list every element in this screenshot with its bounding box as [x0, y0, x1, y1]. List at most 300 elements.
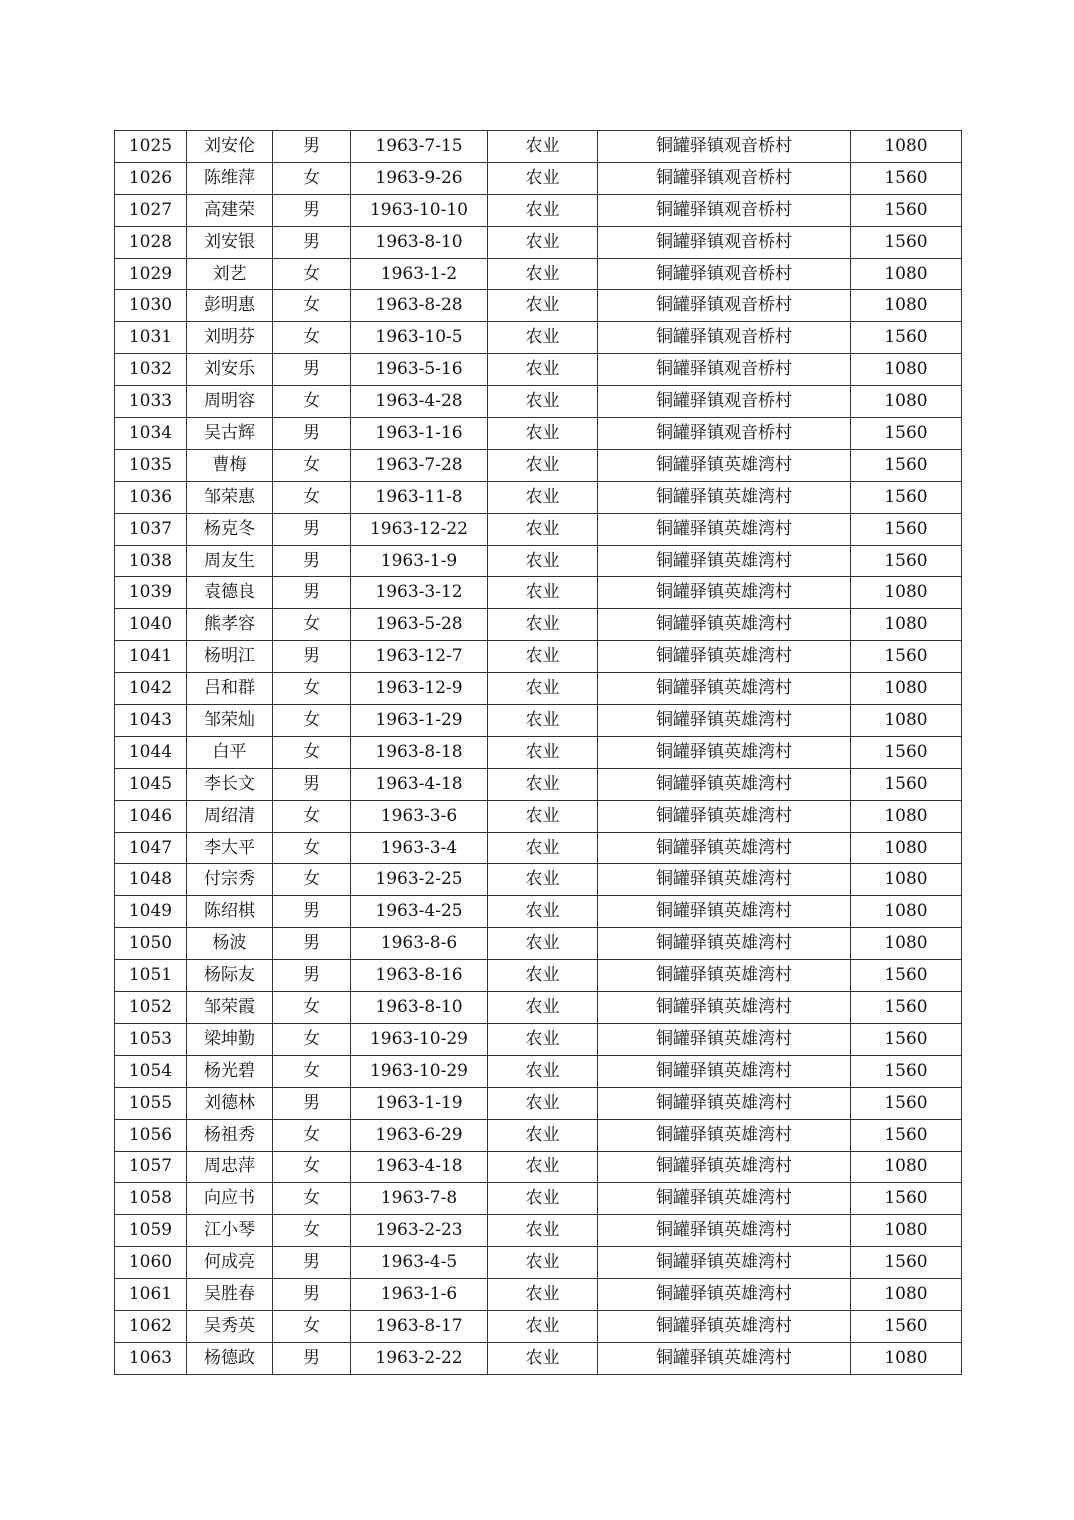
- occupation-cell: 农业: [488, 1183, 598, 1215]
- birthdate-cell: 1963-4-25: [351, 896, 488, 928]
- table-row: [115, 1279, 962, 1311]
- name-cell: 梁坤勤: [187, 1023, 273, 1055]
- address-cell: 铜罐驿镇英雄湾村: [598, 481, 851, 513]
- gender-cell: 男: [273, 577, 351, 609]
- id-cell: 1052: [115, 992, 187, 1024]
- id-cell: 1050: [115, 928, 187, 960]
- birthdate-cell: 1963-9-26: [351, 162, 488, 194]
- amount-cell: 1080: [851, 896, 962, 928]
- name-cell: 吕和群: [187, 673, 273, 705]
- address-cell: 铜罐驿镇英雄湾村: [598, 609, 851, 641]
- id-cell: 1043: [115, 705, 187, 737]
- address-cell: 铜罐驿镇英雄湾村: [598, 1247, 851, 1279]
- address-cell: 铜罐驿镇英雄湾村: [598, 1215, 851, 1247]
- birthdate-cell: 1963-1-29: [351, 705, 488, 737]
- amount-cell: 1080: [851, 354, 962, 386]
- name-cell: 杨克冬: [187, 513, 273, 545]
- amount-cell: 1080: [851, 577, 962, 609]
- occupation-cell: 农业: [488, 577, 598, 609]
- gender-cell: 女: [273, 1151, 351, 1183]
- gender-cell: 女: [273, 705, 351, 737]
- gender-cell: 男: [273, 928, 351, 960]
- amount-cell: 1080: [851, 1215, 962, 1247]
- occupation-cell: 农业: [488, 800, 598, 832]
- amount-cell: 1560: [851, 418, 962, 450]
- gender-cell: 男: [273, 1279, 351, 1311]
- gender-cell: 女: [273, 481, 351, 513]
- address-cell: 铜罐驿镇英雄湾村: [598, 449, 851, 481]
- occupation-cell: 农业: [488, 832, 598, 864]
- gender-cell: 女: [273, 673, 351, 705]
- id-cell: 1054: [115, 1055, 187, 1087]
- address-cell: 铜罐驿镇英雄湾村: [598, 513, 851, 545]
- occupation-cell: 农业: [488, 673, 598, 705]
- occupation-cell: 农业: [488, 1215, 598, 1247]
- birthdate-cell: 1963-4-18: [351, 768, 488, 800]
- amount-cell: 1080: [851, 928, 962, 960]
- occupation-cell: 农业: [488, 1342, 598, 1374]
- name-cell: 付宗秀: [187, 864, 273, 896]
- address-cell: 铜罐驿镇英雄湾村: [598, 1055, 851, 1087]
- table-row: [115, 322, 962, 354]
- amount-cell: 1560: [851, 736, 962, 768]
- address-cell: 铜罐驿镇英雄湾村: [598, 992, 851, 1024]
- birthdate-cell: 1963-8-10: [351, 226, 488, 258]
- table-row: [115, 545, 962, 577]
- occupation-cell: 农业: [488, 449, 598, 481]
- name-cell: 杨波: [187, 928, 273, 960]
- address-cell: 铜罐驿镇英雄湾村: [598, 1310, 851, 1342]
- table-row: [115, 896, 962, 928]
- occupation-cell: 农业: [488, 418, 598, 450]
- gender-cell: 男: [273, 513, 351, 545]
- table-row: [115, 1023, 962, 1055]
- birthdate-cell: 1963-3-12: [351, 577, 488, 609]
- id-cell: 1047: [115, 832, 187, 864]
- occupation-cell: 农业: [488, 1247, 598, 1279]
- table-row: [115, 960, 962, 992]
- address-cell: 铜罐驿镇英雄湾村: [598, 1183, 851, 1215]
- birthdate-cell: 1963-1-2: [351, 258, 488, 290]
- occupation-cell: 农业: [488, 131, 598, 163]
- id-cell: 1048: [115, 864, 187, 896]
- occupation-cell: 农业: [488, 1055, 598, 1087]
- address-cell: 铜罐驿镇英雄湾村: [598, 577, 851, 609]
- table-row: [115, 1055, 962, 1087]
- name-cell: 高建荣: [187, 194, 273, 226]
- address-cell: 铜罐驿镇观音桥村: [598, 194, 851, 226]
- table-row: [115, 1215, 962, 1247]
- birthdate-cell: 1963-10-5: [351, 322, 488, 354]
- birthdate-cell: 1963-7-28: [351, 449, 488, 481]
- occupation-cell: 农业: [488, 1151, 598, 1183]
- occupation-cell: 农业: [488, 705, 598, 737]
- amount-cell: 1560: [851, 449, 962, 481]
- birthdate-cell: 1963-12-22: [351, 513, 488, 545]
- birthdate-cell: 1963-5-16: [351, 354, 488, 386]
- occupation-cell: 农业: [488, 1023, 598, 1055]
- table-row: [115, 800, 962, 832]
- amount-cell: 1560: [851, 481, 962, 513]
- id-cell: 1056: [115, 1119, 187, 1151]
- birthdate-cell: 1963-2-25: [351, 864, 488, 896]
- address-cell: 铜罐驿镇英雄湾村: [598, 736, 851, 768]
- address-cell: 铜罐驿镇英雄湾村: [598, 1087, 851, 1119]
- address-cell: 铜罐驿镇英雄湾村: [598, 768, 851, 800]
- birthdate-cell: 1963-10-10: [351, 194, 488, 226]
- amount-cell: 1560: [851, 545, 962, 577]
- gender-cell: 男: [273, 1342, 351, 1374]
- id-cell: 1034: [115, 418, 187, 450]
- amount-cell: 1080: [851, 1151, 962, 1183]
- table-row: [115, 736, 962, 768]
- occupation-cell: 农业: [488, 194, 598, 226]
- name-cell: 邹荣灿: [187, 705, 273, 737]
- table-row: [115, 1342, 962, 1374]
- gender-cell: 男: [273, 194, 351, 226]
- amount-cell: 1560: [851, 1119, 962, 1151]
- name-cell: 向应书: [187, 1183, 273, 1215]
- table-row: [115, 768, 962, 800]
- gender-cell: 男: [273, 354, 351, 386]
- table-row: [115, 449, 962, 481]
- occupation-cell: 农业: [488, 960, 598, 992]
- birthdate-cell: 1963-10-29: [351, 1055, 488, 1087]
- name-cell: 白平: [187, 736, 273, 768]
- name-cell: 袁德良: [187, 577, 273, 609]
- table-row: [115, 1247, 962, 1279]
- amount-cell: 1080: [851, 864, 962, 896]
- name-cell: 邹荣惠: [187, 481, 273, 513]
- id-cell: 1061: [115, 1279, 187, 1311]
- gender-cell: 女: [273, 1310, 351, 1342]
- name-cell: 吴胜春: [187, 1279, 273, 1311]
- gender-cell: 男: [273, 131, 351, 163]
- amount-cell: 1560: [851, 641, 962, 673]
- table-row: [115, 577, 962, 609]
- address-cell: 铜罐驿镇观音桥村: [598, 386, 851, 418]
- amount-cell: 1560: [851, 226, 962, 258]
- amount-cell: 1560: [851, 1183, 962, 1215]
- address-cell: 铜罐驿镇英雄湾村: [598, 1151, 851, 1183]
- amount-cell: 1080: [851, 1279, 962, 1311]
- occupation-cell: 农业: [488, 481, 598, 513]
- occupation-cell: 农业: [488, 768, 598, 800]
- birthdate-cell: 1963-3-6: [351, 800, 488, 832]
- gender-cell: 男: [273, 960, 351, 992]
- name-cell: 周忠萍: [187, 1151, 273, 1183]
- gender-cell: 男: [273, 1087, 351, 1119]
- amount-cell: 1560: [851, 1310, 962, 1342]
- occupation-cell: 农业: [488, 1279, 598, 1311]
- occupation-cell: 农业: [488, 992, 598, 1024]
- occupation-cell: 农业: [488, 290, 598, 322]
- gender-cell: 女: [273, 322, 351, 354]
- gender-cell: 女: [273, 1183, 351, 1215]
- table-row: [115, 928, 962, 960]
- name-cell: 刘德林: [187, 1087, 273, 1119]
- gender-cell: 女: [273, 864, 351, 896]
- name-cell: 周友生: [187, 545, 273, 577]
- name-cell: 周明容: [187, 386, 273, 418]
- address-cell: 铜罐驿镇英雄湾村: [598, 1119, 851, 1151]
- birthdate-cell: 1963-8-28: [351, 290, 488, 322]
- birthdate-cell: 1963-8-16: [351, 960, 488, 992]
- name-cell: 杨明江: [187, 641, 273, 673]
- address-cell: 铜罐驿镇观音桥村: [598, 258, 851, 290]
- name-cell: 何成亮: [187, 1247, 273, 1279]
- amount-cell: 1080: [851, 386, 962, 418]
- id-cell: 1029: [115, 258, 187, 290]
- id-cell: 1026: [115, 162, 187, 194]
- id-cell: 1038: [115, 545, 187, 577]
- id-cell: 1032: [115, 354, 187, 386]
- amount-cell: 1560: [851, 768, 962, 800]
- id-cell: 1062: [115, 1310, 187, 1342]
- table-row: [115, 481, 962, 513]
- name-cell: 吴秀英: [187, 1310, 273, 1342]
- name-cell: 杨德政: [187, 1342, 273, 1374]
- name-cell: 杨际友: [187, 960, 273, 992]
- address-cell: 铜罐驿镇观音桥村: [598, 226, 851, 258]
- amount-cell: 1080: [851, 290, 962, 322]
- birthdate-cell: 1963-7-15: [351, 131, 488, 163]
- occupation-cell: 农业: [488, 1119, 598, 1151]
- amount-cell: 1080: [851, 609, 962, 641]
- birthdate-cell: 1963-5-28: [351, 609, 488, 641]
- occupation-cell: 农业: [488, 258, 598, 290]
- amount-cell: 1080: [851, 1342, 962, 1374]
- birthdate-cell: 1963-4-28: [351, 386, 488, 418]
- occupation-cell: 农业: [488, 1310, 598, 1342]
- birthdate-cell: 1963-12-9: [351, 673, 488, 705]
- address-cell: 铜罐驿镇观音桥村: [598, 354, 851, 386]
- name-cell: 陈绍棋: [187, 896, 273, 928]
- address-cell: 铜罐驿镇观音桥村: [598, 162, 851, 194]
- name-cell: 彭明惠: [187, 290, 273, 322]
- gender-cell: 女: [273, 800, 351, 832]
- table-row: [115, 1310, 962, 1342]
- table-row: [115, 1119, 962, 1151]
- table-row: [115, 832, 962, 864]
- name-cell: 李长文: [187, 768, 273, 800]
- gender-cell: 女: [273, 386, 351, 418]
- gender-cell: 男: [273, 896, 351, 928]
- id-cell: 1058: [115, 1183, 187, 1215]
- gender-cell: 男: [273, 226, 351, 258]
- name-cell: 吴古辉: [187, 418, 273, 450]
- birthdate-cell: 1963-1-16: [351, 418, 488, 450]
- birthdate-cell: 1963-1-6: [351, 1279, 488, 1311]
- address-cell: 铜罐驿镇英雄湾村: [598, 673, 851, 705]
- gender-cell: 女: [273, 258, 351, 290]
- table-row: [115, 226, 962, 258]
- address-cell: 铜罐驿镇英雄湾村: [598, 1023, 851, 1055]
- occupation-cell: 农业: [488, 226, 598, 258]
- table-row: [115, 290, 962, 322]
- table-row: [115, 992, 962, 1024]
- table-row: [115, 162, 962, 194]
- address-cell: 铜罐驿镇观音桥村: [598, 131, 851, 163]
- birthdate-cell: 1963-2-23: [351, 1215, 488, 1247]
- birthdate-cell: 1963-4-5: [351, 1247, 488, 1279]
- name-cell: 刘安银: [187, 226, 273, 258]
- address-cell: 铜罐驿镇观音桥村: [598, 322, 851, 354]
- name-cell: 刘艺: [187, 258, 273, 290]
- birthdate-cell: 1963-8-18: [351, 736, 488, 768]
- gender-cell: 男: [273, 545, 351, 577]
- gender-cell: 女: [273, 449, 351, 481]
- name-cell: 刘安乐: [187, 354, 273, 386]
- id-cell: 1030: [115, 290, 187, 322]
- occupation-cell: 农业: [488, 896, 598, 928]
- occupation-cell: 农业: [488, 928, 598, 960]
- id-cell: 1059: [115, 1215, 187, 1247]
- occupation-cell: 农业: [488, 609, 598, 641]
- roster-body: [115, 131, 962, 1375]
- id-cell: 1045: [115, 768, 187, 800]
- gender-cell: 女: [273, 736, 351, 768]
- occupation-cell: 农业: [488, 386, 598, 418]
- id-cell: 1039: [115, 577, 187, 609]
- name-cell: 邹荣霞: [187, 992, 273, 1024]
- table-row: [115, 1151, 962, 1183]
- table-row: [115, 418, 962, 450]
- id-cell: 1046: [115, 800, 187, 832]
- address-cell: 铜罐驿镇英雄湾村: [598, 545, 851, 577]
- table-row: [115, 131, 962, 163]
- occupation-cell: 农业: [488, 513, 598, 545]
- gender-cell: 女: [273, 1119, 351, 1151]
- birthdate-cell: 1963-7-8: [351, 1183, 488, 1215]
- occupation-cell: 农业: [488, 641, 598, 673]
- table-row: [115, 1087, 962, 1119]
- table-row: [115, 386, 962, 418]
- occupation-cell: 农业: [488, 864, 598, 896]
- address-cell: 铜罐驿镇英雄湾村: [598, 896, 851, 928]
- birthdate-cell: 1963-11-8: [351, 481, 488, 513]
- gender-cell: 女: [273, 992, 351, 1024]
- amount-cell: 1560: [851, 322, 962, 354]
- name-cell: 杨光碧: [187, 1055, 273, 1087]
- occupation-cell: 农业: [488, 1087, 598, 1119]
- amount-cell: 1560: [851, 1055, 962, 1087]
- amount-cell: 1560: [851, 1087, 962, 1119]
- birthdate-cell: 1963-10-29: [351, 1023, 488, 1055]
- table-row: [115, 1183, 962, 1215]
- birthdate-cell: 1963-6-29: [351, 1119, 488, 1151]
- gender-cell: 男: [273, 1247, 351, 1279]
- address-cell: 铜罐驿镇英雄湾村: [598, 705, 851, 737]
- id-cell: 1033: [115, 386, 187, 418]
- id-cell: 1037: [115, 513, 187, 545]
- amount-cell: 1080: [851, 673, 962, 705]
- table-row: [115, 705, 962, 737]
- id-cell: 1044: [115, 736, 187, 768]
- address-cell: 铜罐驿镇观音桥村: [598, 290, 851, 322]
- amount-cell: 1560: [851, 960, 962, 992]
- gender-cell: 女: [273, 162, 351, 194]
- occupation-cell: 农业: [488, 322, 598, 354]
- id-cell: 1051: [115, 960, 187, 992]
- gender-cell: 男: [273, 641, 351, 673]
- address-cell: 铜罐驿镇英雄湾村: [598, 928, 851, 960]
- table-row: [115, 258, 962, 290]
- address-cell: 铜罐驿镇观音桥村: [598, 418, 851, 450]
- birthdate-cell: 1963-8-10: [351, 992, 488, 1024]
- address-cell: 铜罐驿镇英雄湾村: [598, 864, 851, 896]
- birthdate-cell: 1963-1-9: [351, 545, 488, 577]
- table-row: [115, 194, 962, 226]
- address-cell: 铜罐驿镇英雄湾村: [598, 1342, 851, 1374]
- id-cell: 1057: [115, 1151, 187, 1183]
- birthdate-cell: 1963-1-19: [351, 1087, 488, 1119]
- gender-cell: 女: [273, 1215, 351, 1247]
- address-cell: 铜罐驿镇英雄湾村: [598, 641, 851, 673]
- amount-cell: 1560: [851, 162, 962, 194]
- gender-cell: 女: [273, 290, 351, 322]
- name-cell: 曹梅: [187, 449, 273, 481]
- id-cell: 1040: [115, 609, 187, 641]
- table-row: [115, 609, 962, 641]
- occupation-cell: 农业: [488, 545, 598, 577]
- id-cell: 1031: [115, 322, 187, 354]
- table-row: [115, 641, 962, 673]
- birthdate-cell: 1963-3-4: [351, 832, 488, 864]
- id-cell: 1055: [115, 1087, 187, 1119]
- occupation-cell: 农业: [488, 162, 598, 194]
- table-row: [115, 513, 962, 545]
- id-cell: 1053: [115, 1023, 187, 1055]
- roster-table: [114, 130, 962, 1375]
- name-cell: 周绍清: [187, 800, 273, 832]
- gender-cell: 女: [273, 832, 351, 864]
- name-cell: 杨祖秀: [187, 1119, 273, 1151]
- address-cell: 铜罐驿镇英雄湾村: [598, 800, 851, 832]
- amount-cell: 1080: [851, 258, 962, 290]
- name-cell: 刘安伦: [187, 131, 273, 163]
- id-cell: 1028: [115, 226, 187, 258]
- id-cell: 1042: [115, 673, 187, 705]
- amount-cell: 1080: [851, 832, 962, 864]
- id-cell: 1060: [115, 1247, 187, 1279]
- amount-cell: 1080: [851, 705, 962, 737]
- id-cell: 1036: [115, 481, 187, 513]
- occupation-cell: 农业: [488, 736, 598, 768]
- table-row: [115, 354, 962, 386]
- id-cell: 1063: [115, 1342, 187, 1374]
- birthdate-cell: 1963-4-18: [351, 1151, 488, 1183]
- gender-cell: 男: [273, 768, 351, 800]
- id-cell: 1025: [115, 131, 187, 163]
- id-cell: 1027: [115, 194, 187, 226]
- id-cell: 1035: [115, 449, 187, 481]
- amount-cell: 1560: [851, 1247, 962, 1279]
- table-row: [115, 673, 962, 705]
- birthdate-cell: 1963-8-17: [351, 1310, 488, 1342]
- amount-cell: 1560: [851, 513, 962, 545]
- name-cell: 熊孝容: [187, 609, 273, 641]
- amount-cell: 1080: [851, 131, 962, 163]
- address-cell: 铜罐驿镇英雄湾村: [598, 832, 851, 864]
- name-cell: 陈维萍: [187, 162, 273, 194]
- name-cell: 刘明芬: [187, 322, 273, 354]
- amount-cell: 1560: [851, 992, 962, 1024]
- gender-cell: 女: [273, 1023, 351, 1055]
- birthdate-cell: 1963-2-22: [351, 1342, 488, 1374]
- amount-cell: 1080: [851, 800, 962, 832]
- address-cell: 铜罐驿镇英雄湾村: [598, 960, 851, 992]
